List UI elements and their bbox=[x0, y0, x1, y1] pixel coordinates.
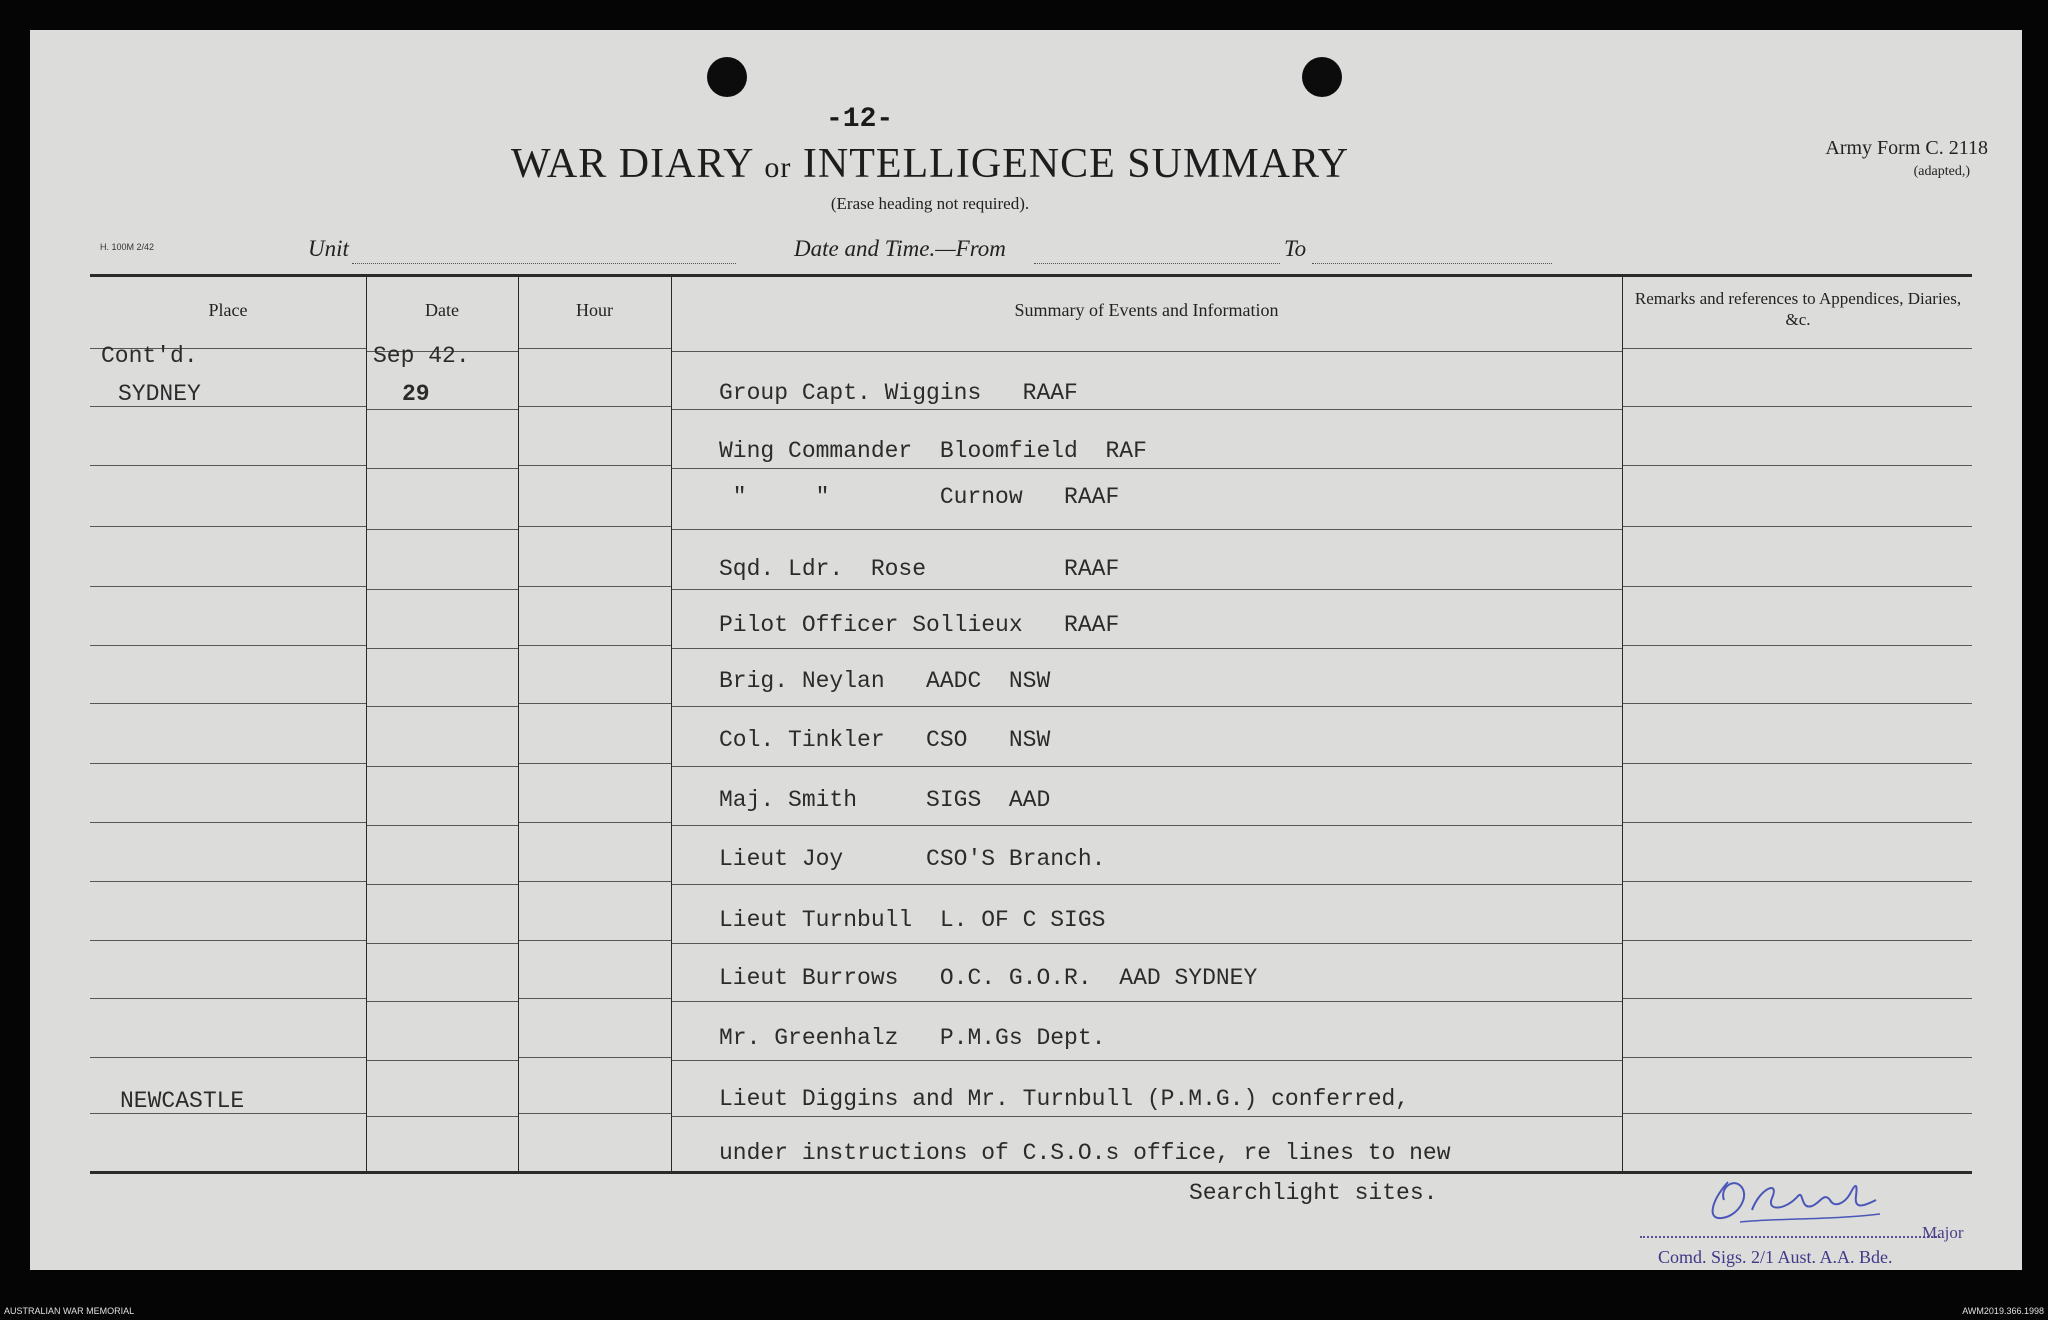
row-rule bbox=[518, 1057, 671, 1058]
row-rule bbox=[366, 1116, 518, 1117]
row-rule bbox=[671, 529, 1622, 530]
from-line bbox=[1034, 262, 1280, 264]
row-rule bbox=[518, 763, 671, 764]
row-rule bbox=[1622, 703, 1972, 704]
row-rule bbox=[1622, 348, 1972, 349]
summary-line: Lieut Burrows O.C. G.O.R. AAD SYDNEY bbox=[719, 965, 1258, 991]
summary-line: Pilot Officer Sollieux RAAF bbox=[719, 612, 1120, 638]
army-form-label bbox=[1825, 137, 1988, 180]
column-divider bbox=[1622, 276, 1623, 1172]
row-rule bbox=[1622, 998, 1972, 999]
row-rule bbox=[518, 998, 671, 999]
title-intelligence-summary: INTELLIGENCE SUMMARY bbox=[802, 141, 1350, 187]
unit-line bbox=[352, 262, 736, 264]
diary-page bbox=[30, 30, 2022, 1270]
summary-line: Col. Tinkler CSO NSW bbox=[719, 727, 1051, 753]
date-day: 29 bbox=[402, 381, 430, 407]
column-divider bbox=[366, 276, 367, 1172]
row-rule bbox=[366, 409, 518, 410]
summary-line: Maj. Smith SIGS AAD bbox=[719, 787, 1051, 813]
page-number: -12- bbox=[826, 104, 894, 135]
unit-label: Unit bbox=[308, 236, 349, 261]
summary-line: Group Capt. Wiggins RAAF bbox=[719, 380, 1078, 406]
date-time-label: Date and Time.—From bbox=[794, 236, 1006, 261]
title-war-diary: WAR DIARY bbox=[510, 141, 753, 187]
column-divider bbox=[671, 276, 672, 1172]
punch-hole bbox=[707, 57, 747, 97]
signature-stamp: Comd. Sigs. 2/1 Aust. A.A. Bde. bbox=[1658, 1247, 1893, 1267]
table-bottom-rule bbox=[90, 1171, 1972, 1174]
row-rule bbox=[1622, 645, 1972, 646]
row-rule bbox=[671, 1116, 1622, 1117]
row-rule bbox=[90, 881, 366, 882]
footer-accession: AWM2019.366.1998 bbox=[1962, 1306, 2044, 1316]
summary-line: " " Curnow RAAF bbox=[719, 484, 1120, 510]
row-rule bbox=[366, 468, 518, 469]
signature-rank: Major bbox=[1922, 1223, 1964, 1242]
row-rule bbox=[518, 645, 671, 646]
header-summary: Summary of Events and Information bbox=[1014, 300, 1279, 320]
row-rule bbox=[366, 766, 518, 767]
to-label: To bbox=[1284, 236, 1307, 261]
row-rule bbox=[90, 645, 366, 646]
row-rule bbox=[518, 465, 671, 466]
row-rule bbox=[90, 998, 366, 999]
footer-credit: AUSTRALIAN WAR MEMORIAL bbox=[4, 1306, 135, 1316]
army-form-note: (adapted,) bbox=[1913, 164, 1970, 179]
row-rule bbox=[671, 648, 1622, 649]
row-rule bbox=[1622, 406, 1972, 407]
row-rule bbox=[90, 822, 366, 823]
summary-line: Lieut Diggins and Mr. Turnbull (P.M.G.) conferred, bbox=[719, 1086, 1410, 1112]
print-code: H. 100M 2/42 bbox=[100, 242, 155, 252]
row-rule bbox=[518, 526, 671, 527]
to-line bbox=[1312, 262, 1552, 264]
row-rule bbox=[671, 351, 1622, 352]
row-rule bbox=[671, 706, 1622, 707]
summary-continuation: Searchlight sites. bbox=[1189, 1180, 1438, 1206]
place-sydney: SYDNEY bbox=[118, 381, 201, 407]
row-rule bbox=[671, 1060, 1622, 1061]
row-rule bbox=[90, 763, 366, 764]
row-rule bbox=[1622, 822, 1972, 823]
place-newcastle: NEWCASTLE bbox=[120, 1088, 245, 1114]
date-month: Sep 42. bbox=[373, 343, 470, 369]
row-rule bbox=[1622, 1113, 1972, 1114]
row-rule bbox=[518, 1113, 671, 1114]
row-rule bbox=[366, 1060, 518, 1061]
row-rule bbox=[671, 1001, 1622, 1002]
column-divider bbox=[518, 276, 519, 1172]
row-rule bbox=[90, 703, 366, 704]
header-remarks: Remarks and references to Appendices, Diaries, &c. bbox=[1634, 289, 1962, 329]
row-rule bbox=[90, 1057, 366, 1058]
row-rule bbox=[366, 943, 518, 944]
row-rule bbox=[518, 703, 671, 704]
title-or: or bbox=[764, 151, 792, 184]
row-rule bbox=[671, 468, 1622, 469]
row-rule bbox=[1622, 763, 1972, 764]
row-rule bbox=[1622, 526, 1972, 527]
row-rule bbox=[90, 586, 366, 587]
row-rule bbox=[90, 940, 366, 941]
header-date: Date bbox=[425, 300, 459, 320]
row-rule bbox=[366, 589, 518, 590]
row-rule bbox=[671, 884, 1622, 885]
row-rule bbox=[366, 884, 518, 885]
page-title bbox=[0, 140, 1860, 188]
army-form-number: Army Form C. 2118 bbox=[1825, 137, 1988, 159]
header-hour: Hour bbox=[576, 300, 613, 320]
signature-line bbox=[1640, 1236, 1940, 1238]
row-rule bbox=[1622, 1057, 1972, 1058]
table-top-rule bbox=[90, 274, 1972, 277]
row-rule bbox=[671, 589, 1622, 590]
row-rule bbox=[1622, 586, 1972, 587]
place-contd: Cont'd. bbox=[101, 343, 198, 369]
row-rule bbox=[671, 766, 1622, 767]
row-rule bbox=[518, 940, 671, 941]
signature bbox=[1700, 1170, 1890, 1230]
summary-line: Wing Commander Bloomfield RAF bbox=[719, 438, 1147, 464]
row-rule bbox=[518, 348, 671, 349]
summary-line: Lieut Turnbull L. OF C SIGS bbox=[719, 907, 1106, 933]
row-rule bbox=[518, 586, 671, 587]
header-place: Place bbox=[208, 300, 248, 320]
summary-line: Sqd. Ldr. Rose RAAF bbox=[719, 556, 1120, 582]
row-rule bbox=[671, 943, 1622, 944]
row-rule bbox=[671, 409, 1622, 410]
row-rule bbox=[518, 406, 671, 407]
row-rule bbox=[90, 526, 366, 527]
row-rule bbox=[671, 825, 1622, 826]
row-rule bbox=[90, 465, 366, 466]
punch-hole bbox=[1302, 57, 1342, 97]
summary-line: under instructions of C.S.O.s office, re lines to new bbox=[719, 1140, 1451, 1166]
row-rule bbox=[366, 706, 518, 707]
row-rule bbox=[518, 822, 671, 823]
row-rule bbox=[366, 648, 518, 649]
subtitle: (Erase heading not required). bbox=[830, 194, 1030, 213]
row-rule bbox=[518, 881, 671, 882]
row-rule bbox=[366, 529, 518, 530]
summary-line: Lieut Joy CSO'S Branch. bbox=[719, 846, 1106, 872]
row-rule bbox=[1622, 940, 1972, 941]
summary-line: Brig. Neylan AADC NSW bbox=[719, 668, 1051, 694]
summary-line: Mr. Greenhalz P.M.Gs Dept. bbox=[719, 1025, 1106, 1051]
row-rule bbox=[1622, 465, 1972, 466]
row-rule bbox=[1622, 881, 1972, 882]
row-rule bbox=[366, 825, 518, 826]
row-rule bbox=[366, 1001, 518, 1002]
